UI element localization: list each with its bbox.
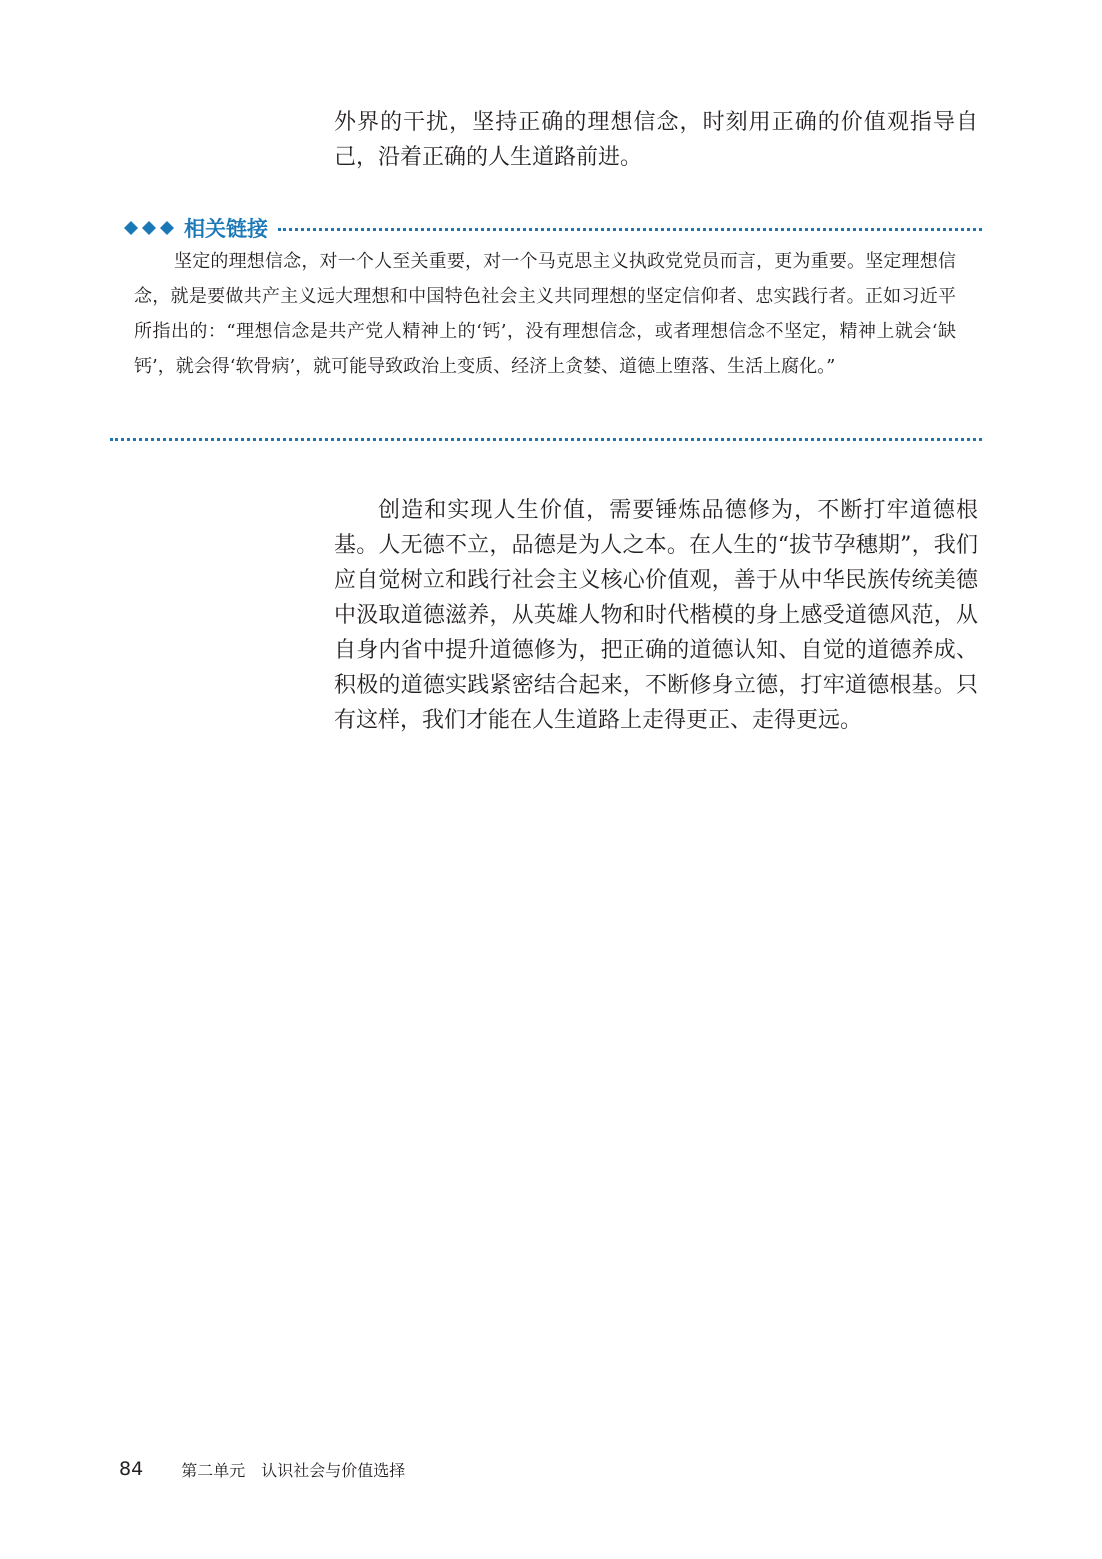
- diamond-icon: [160, 221, 174, 235]
- footer-unit-label: 第二单元: [181, 1460, 246, 1480]
- diamond-icon: [124, 221, 138, 235]
- body-paragraph-continued: 外界的干扰，坚持正确的理想信念，时刻用正确的价值观指导自己，沿着正确的人生道路前进。: [334, 110, 978, 170]
- body-paragraph-main: 创造和实现人生价值，需要锤炼品德修为，不断打牢道德根基。人无德不立，品德是为人之本。在人生的“拔节孕穗期”，我们应自觉树立和践行社会主义核心价值观，善于从中华民族传统美德中汲取道德滋养，从英雄人物和时代楷模的身上感受道德风范，从自身内省中提升道德修为，把正确的道德认知、自觉的道德养成、积极的道德实践紧密结合起来，不断修身立德，打牢道德根基。只有这样，我们才能在人生道路上走得更正、走得更远。: [334, 498, 978, 733]
- related-link-title: 相关链接: [184, 217, 268, 241]
- diamond-bullets-icon: [124, 221, 174, 235]
- related-link-header: [124, 211, 982, 245]
- diamond-icon: [142, 221, 156, 235]
- footer-unit-title: 认识社会与价值选择: [261, 1460, 406, 1480]
- dotted-divider: [278, 228, 982, 231]
- related-link-text: 坚定的理想信念，对一个人至关重要，对一个马克思主义执政党党员而言，更为重要。坚定理想信念，就是要做共产主义远大理想和中国特色社会主义共同理想的坚定信仰者、忠实践行者。正如习近平所指出的：“理想信念是共产党人精神上的‘钙’，没有理想信念，或者理想信念不坚定，精神上就会‘缺钙’，就会得‘软骨病’，就可能导致政治上变质、经济上贪婪、道德上堕落、生活上腐化。”: [134, 251, 956, 377]
- page-number: 84: [119, 1458, 144, 1480]
- related-link-bottom-divider: [110, 438, 982, 441]
- page-footer: [119, 1454, 405, 1484]
